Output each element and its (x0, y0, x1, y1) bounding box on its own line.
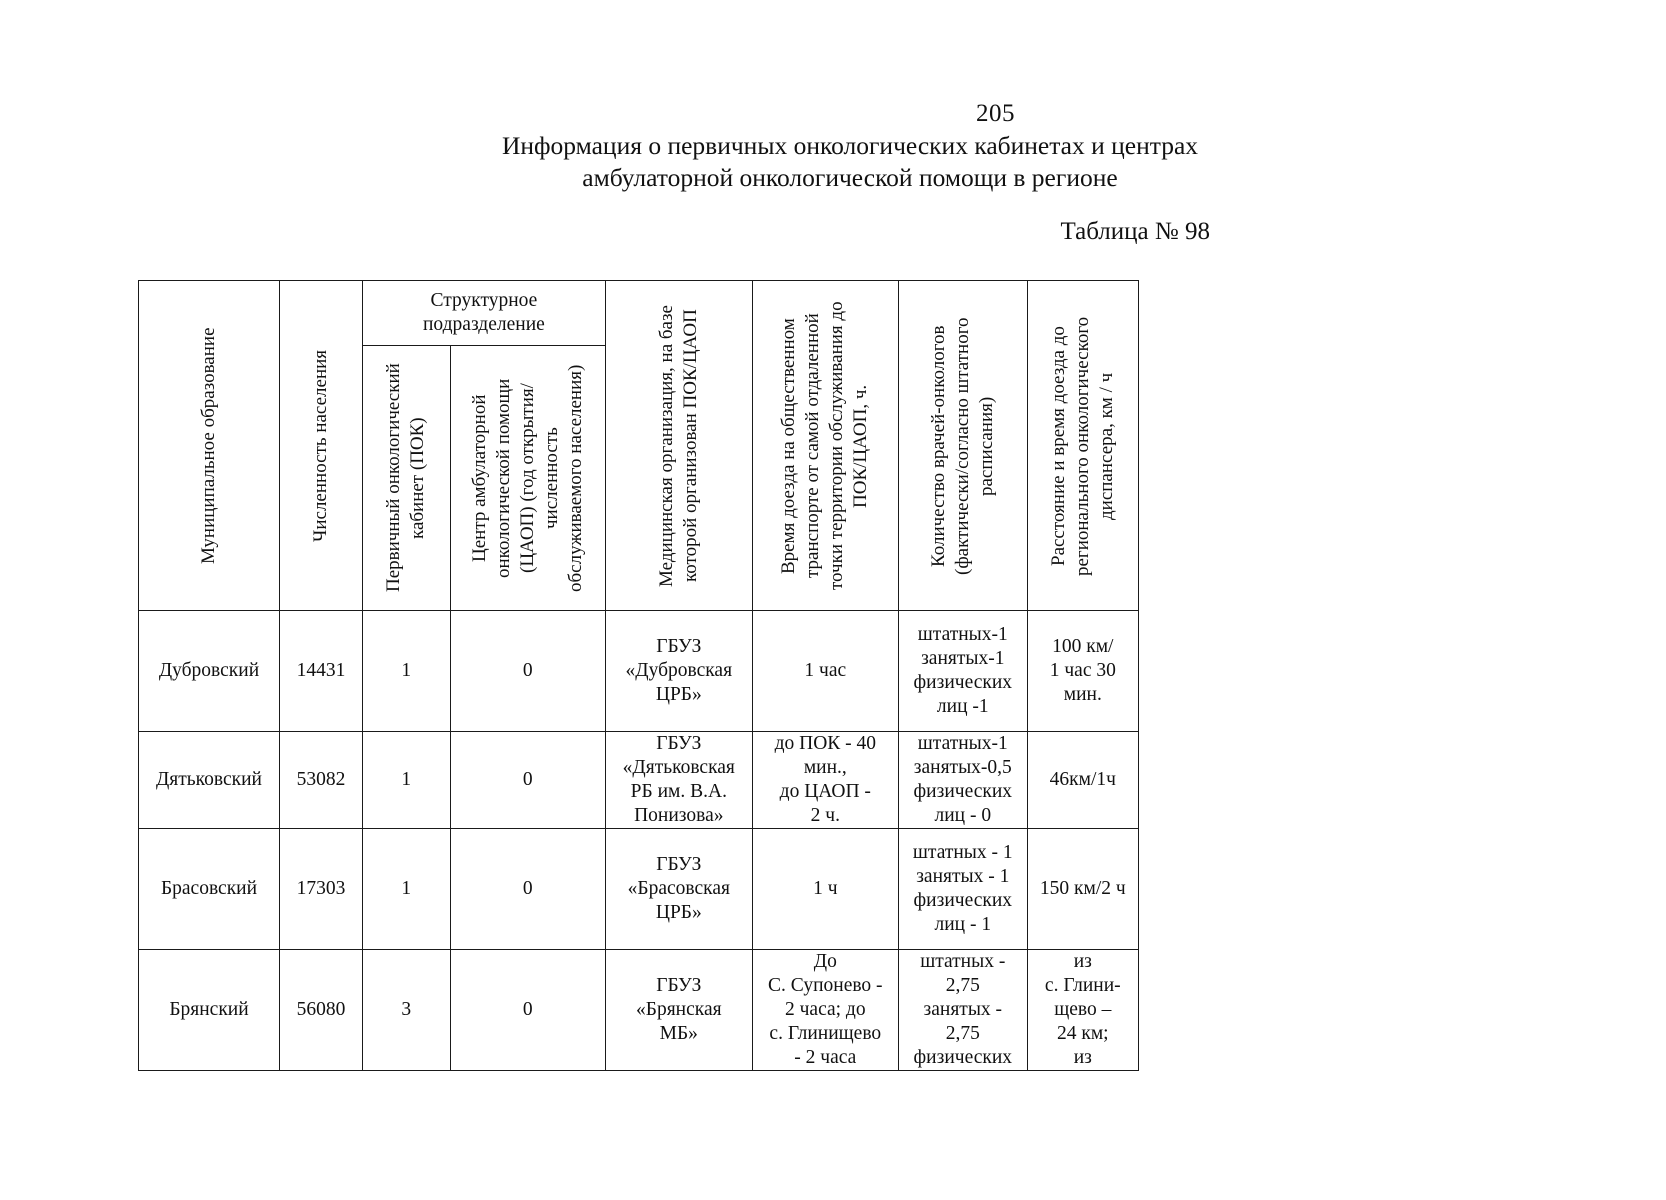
cell-oncologists-text: штатных - 2,75 занятых - 2,75 физических (913, 951, 1013, 1068)
table-row (139, 829, 1139, 950)
page-number: 205 (976, 100, 1015, 127)
header-population (280, 281, 363, 611)
cell-organization (605, 950, 752, 1071)
cell-distance (1027, 732, 1138, 829)
cell-distance (1027, 611, 1138, 732)
cell-organization-text: ГБУЗ «Брянская МБ» (636, 975, 722, 1044)
cell-municipality: Дубровский (139, 611, 280, 732)
table-row (139, 950, 1139, 1071)
cell-organization (605, 732, 752, 829)
cell-oncologists-text: штатных - 1 занятых - 1 физических лиц - 1 (912, 842, 1013, 935)
oncology-cabinets-table (138, 280, 1139, 1071)
cell-oncologists-text: штатных-1 занятых-0,5 физических лиц - 0 (913, 733, 1013, 826)
cell-organization (605, 611, 752, 732)
cell-distance (1027, 950, 1138, 1071)
table-row (139, 732, 1139, 829)
cell-municipality: Дятьковский (139, 732, 280, 829)
header-travel-time-text: Время доезда на общественном транспорте от самой отдаленной точки территории обслуживания до ПОК/ЦАОП, ч. (778, 301, 872, 590)
cell-travel-time-text: До С. Супонево - 2 часа; до с. Глинищево - 2 часа (768, 951, 883, 1068)
header-caop (450, 346, 605, 611)
header-structural-unit (363, 281, 606, 346)
cell-caop: 0 (450, 732, 605, 829)
cell-organization-text: ГБУЗ «Дубровская ЦРБ» (625, 636, 733, 705)
cell-pok: 3 (363, 950, 451, 1071)
cell-pok: 1 (363, 829, 451, 950)
cell-travel-time (752, 829, 898, 950)
cell-oncologists-text: штатных-1 занятых-1 физических лиц -1 (913, 624, 1013, 717)
cell-oncologists (898, 732, 1027, 829)
cell-travel-time-text: до ПОК - 40 мин., до ЦАОП - 2 ч. (774, 733, 877, 826)
header-population-text: Численность населения (310, 349, 331, 542)
header-pok (363, 346, 451, 611)
page-title-line-1: Информация о первичных онкологических кабинетах и центрах (501, 131, 1199, 160)
cell-population: 14431 (280, 611, 363, 732)
cell-travel-time (752, 950, 898, 1071)
cell-distance-text: 46км/1ч (1049, 769, 1116, 790)
header-pok-text: Первичный онкологический кабинет (ПОК) (383, 363, 429, 593)
cell-municipality: Брянский (139, 950, 280, 1071)
cell-oncologists (898, 829, 1027, 950)
cell-distance (1027, 829, 1138, 950)
header-municipality (139, 281, 280, 611)
header-distance-text: Расстояние и время доезда до регионального онкологического диспансера, км / ч (1047, 315, 1117, 576)
page-title-line-2: амбулаторной онкологической помощи в регионе (582, 163, 1118, 192)
cell-caop: 0 (450, 611, 605, 732)
cell-travel-time (752, 732, 898, 829)
header-caop-text: Центр амбулаторной онкологической помощи (ЦАОП) (год открытия/численность обслуживаемого населения) (468, 364, 586, 592)
cell-municipality: Брасовский (139, 829, 280, 950)
cell-organization-text: ГБУЗ «Брасовская ЦРБ» (627, 854, 730, 923)
cell-organization-text: ГБУЗ «Дятьковская РБ им. В.А. Понизова» (622, 733, 735, 826)
cell-organization (605, 829, 752, 950)
header-distance (1027, 281, 1138, 611)
header-municipality-text: Муниципальное образование (198, 327, 219, 564)
cell-population: 17303 (280, 829, 363, 950)
header-organization (605, 281, 752, 611)
header-organization-text: Медицинская организация, на базе которой организован ПОК/ЦАОП (655, 304, 701, 587)
table-caption: Таблица № 98 (1060, 218, 1210, 245)
header-oncologists-text: Количество врачей-онкологов (фактически/согласно штатного расписания) (927, 316, 997, 575)
page-title (400, 130, 1300, 194)
cell-distance-text: 150 км/2 ч (1039, 878, 1126, 899)
cell-caop: 0 (450, 950, 605, 1071)
cell-population: 56080 (280, 950, 363, 1071)
cell-travel-time-text: 1 час (804, 660, 847, 681)
cell-distance-text: 100 км/ 1 час 30 мин. (1049, 636, 1116, 705)
cell-pok: 1 (363, 732, 451, 829)
table-row (139, 611, 1139, 732)
cell-distance-text: из с. Глини- щево – 24 км; из (1044, 951, 1121, 1068)
header-travel-time (752, 281, 898, 611)
cell-population: 53082 (280, 732, 363, 829)
cell-caop: 0 (450, 829, 605, 950)
cell-oncologists (898, 950, 1027, 1071)
header-oncologists (898, 281, 1027, 611)
cell-travel-time (752, 611, 898, 732)
cell-travel-time-text: 1 ч (813, 878, 838, 899)
cell-oncologists (898, 611, 1027, 732)
header-structural-unit-text: Структурное подразделение (423, 290, 545, 335)
cell-pok: 1 (363, 611, 451, 732)
